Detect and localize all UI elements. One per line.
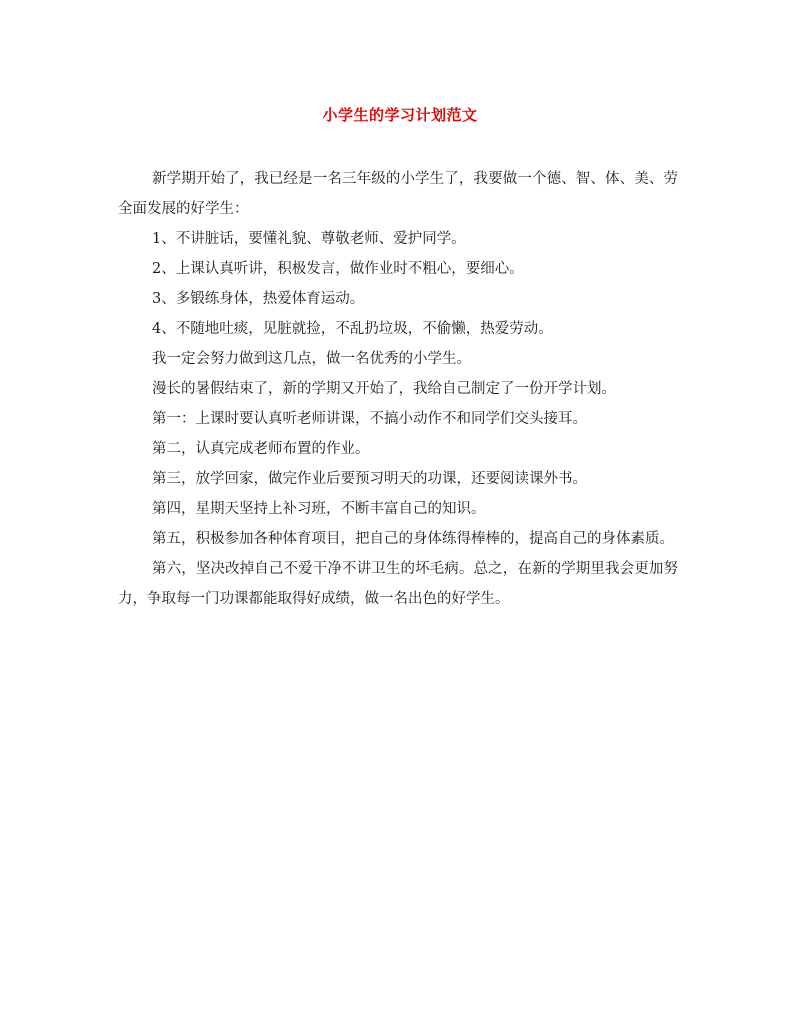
paragraph-commitment: 我一定会努力做到这几点，做一名优秀的小学生。	[152, 351, 471, 367]
paragraph-item-3: 3、多锻练身体，热爱体育运动。	[152, 291, 365, 307]
paragraph-plan-third: 第三，放学回家，做完作业后要预习明天的功课，还要阅读课外书。	[152, 471, 587, 487]
paragraph-plan-sixth: 第六，坚决改掉自己不爱干净不讲卫生的坏毛病。总之，在新的学期里我会更加努力，争取每一门功课都能取得好成绩，做一名出色的好学生。	[118, 561, 678, 607]
paragraph-plan-fifth: 第五，积极参加各种体育项目，把自己的身体练得棒棒的，提高自己的身体素质。	[152, 531, 674, 547]
paragraph-plan-fourth: 第四，星期天坚持上补习班，不断丰富自己的知识。	[152, 501, 486, 517]
paragraph-plan-second: 第二，认真完成老师布置的作业。	[152, 441, 370, 457]
paragraph-intro: 新学期开始了，我已经是一名三年级的小学生了，我要做一个德、智、体、美、劳全面发展的好学生：	[118, 171, 678, 217]
document-title: 小学生的学习计划范文	[322, 106, 478, 124]
paragraph-plan-first: 第一：上课时要认真听老师讲课，不搞小动作不和同学们交头接耳。	[152, 411, 587, 427]
paragraph-item-4: 4、不随地吐痰，见脏就捡，不乱扔垃圾，不偷懒，热爱劳动。	[152, 321, 553, 337]
paragraph-plan-intro: 漫长的暑假结束了，新的学期又开始了，我给自己制定了一份开学计划。	[152, 381, 616, 397]
paragraph-item-1: 1、不讲脏话，要懂礼貌、尊敬老师、爱护同学。	[152, 231, 466, 247]
document-body	[118, 164, 678, 614]
paragraph-item-2: 2、上课认真听讲，积极发言，做作业时不粗心，要细心。	[152, 261, 524, 277]
